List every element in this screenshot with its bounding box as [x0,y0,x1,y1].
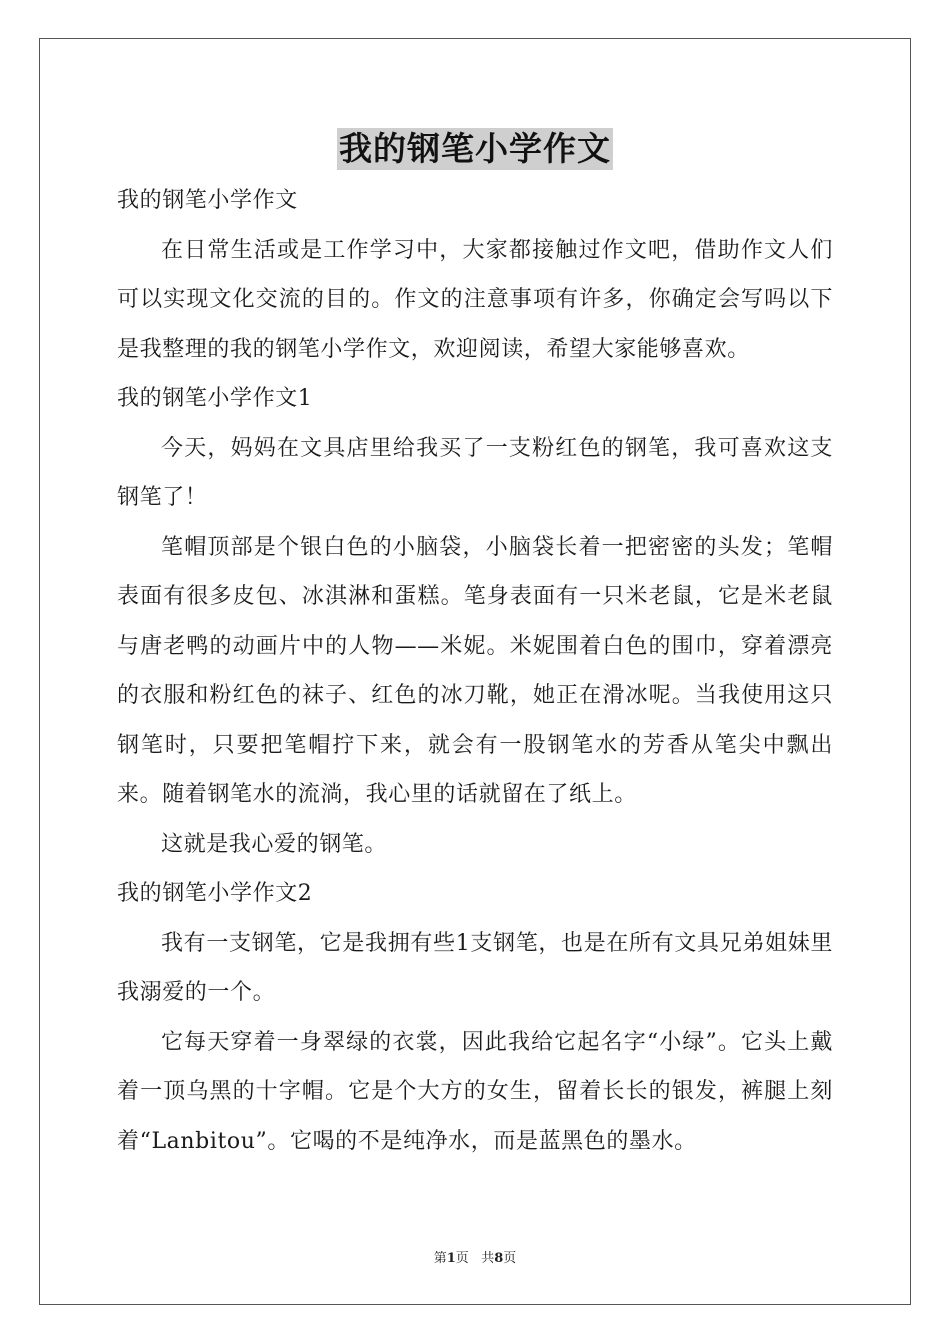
total-page-count: 8 [494,1251,504,1266]
body-paragraph: 笔帽顶部是个银白色的小脑袋，小脑袋长着一把密密的头发；笔帽表面有很多皮包、冰淇淋和蛋糕。笔身表面有一只米老鼠，它是米老鼠与唐老鸭的动画片中的人物——米妮。米妮围着白色的围巾，穿着漂亮的衣服和粉红色的袜子、红色的冰刀靴，她正在滑冰呢。当我使用这只钢笔时，只要把笔帽拧下来，就会有一股钢笔水的芳香从笔尖中飘出来。随着钢笔水的流淌，我心里的话就留在了纸上。 [117,534,833,807]
body-paragraph: 我有一支钢笔，它是我拥有些1支钢笔，也是在所有文具兄弟姐妹里我溺爱的一个。 [117,930,833,1005]
page-word: 页 [455,1251,469,1266]
total-word: 页 [503,1251,517,1266]
document-body [117,176,833,1166]
page-footer [0,1247,950,1266]
body-paragraph: 今天，妈妈在文具店里给我买了一支粉红色的钢笔，我可喜欢这支钢笔了！ [117,435,833,510]
body-paragraph: 在日常生活或是工作学习中，大家都接触过作文吧，借助作文人们可以实现文化交流的目的。作文的注意事项有许多，你确定会写吗以下是我整理的我的钢笔小学作文，欢迎阅读，希望大家能够喜欢。 [117,237,833,362]
body-paragraph: 这就是我心爱的钢笔。 [161,831,388,857]
page-prefix: 第 [433,1251,447,1266]
document-title: 我的钢笔小学作文 [339,129,611,168]
section-heading: 我的钢笔小学作文 [117,188,298,213]
section-heading: 我的钢笔小学作文1 [117,386,313,411]
title-container [0,128,950,170]
current-page-number: 1 [446,1251,456,1266]
total-prefix: 共 [481,1251,495,1266]
section-heading: 我的钢笔小学作文2 [117,881,313,906]
body-paragraph: 它每天穿着一身翠绿的衣裳，因此我给它起名字“小绿”。它头上戴着一顶乌黑的十字帽。它是个大方的女生，留着长长的银发，裤腿上刻着“Lanbitou”。它喝的不是纯净水，而是蓝黑色的墨水。 [117,1029,833,1154]
